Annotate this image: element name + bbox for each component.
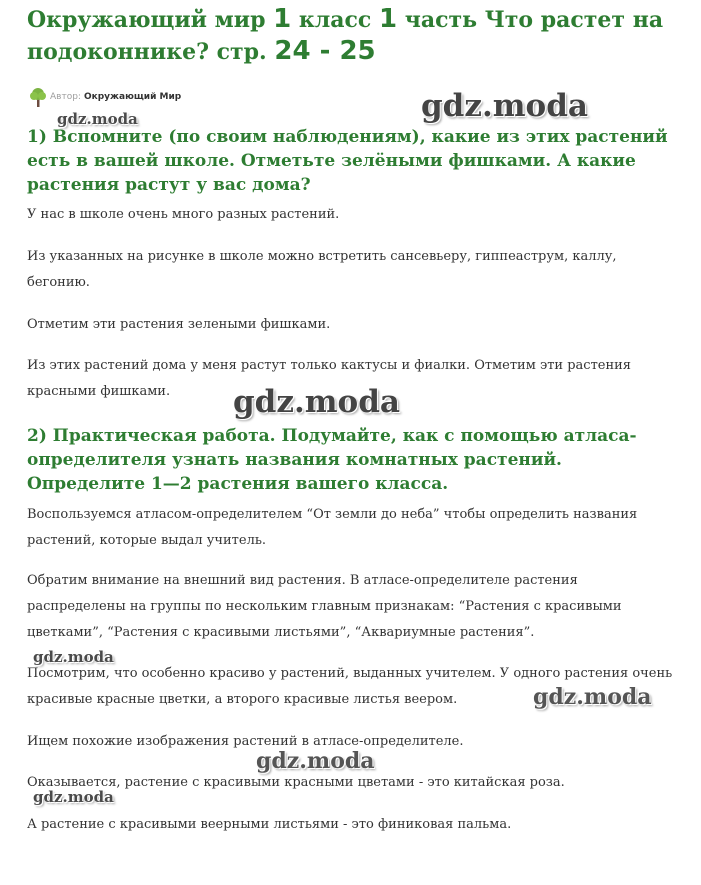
section-1-paragraph: Из этих растений дома у меня растут только кактусы и фиалки. Отметим эти растения красными фишками.: [27, 358, 631, 399]
section-1-heading: 1) Вспомните (по своим наблюдениям), какие из этих растений есть в вашей школе. Отметьте зелёными фишками. А какие растения растут у вас дома?: [27, 127, 668, 195]
title-pages: 24 - 25: [274, 36, 376, 66]
section-2-heading: 2) Практическая работа. Подумайте, как с помощью атласа-определителя узнать названия комнатных растений. Определите 1—2 растения вашего класса.: [27, 426, 637, 494]
title-part: 1: [378, 4, 398, 34]
watermark: gdz.moda: [421, 88, 588, 124]
author-prefix: Автор:: [50, 92, 81, 102]
watermark: gdz.moda: [33, 788, 114, 806]
page-title: [27, 4, 687, 68]
watermark: gdz.moda: [233, 384, 400, 420]
section-2-paragraph: Ищем похожие изображения растений в атласе-определителе.: [27, 734, 464, 749]
author-link[interactable]: Окружающий Мир: [83, 92, 182, 102]
watermark: gdz.moda: [57, 110, 138, 128]
section-2-paragraph: Посмотрим, что особенно красиво у растений, выданных учителем. У одного растения очень красивые красные цветки, а второго красивые листья веером.: [27, 666, 673, 707]
title-text: часть Что растет на подоконнике? стр.: [27, 7, 664, 65]
title-text: Окружающий мир: [27, 7, 274, 33]
section-2-paragraph: Оказывается, растение с красивыми красными цветами - это китайская роза.: [27, 775, 565, 790]
title-grade: 1: [273, 4, 292, 34]
watermark: gdz.moda: [256, 748, 375, 774]
section-1-paragraph: Отметим эти растения зелеными фишками.: [27, 317, 331, 332]
section-2-paragraph: А растение с красивыми веерными листьями - это финиковая пальма.: [27, 817, 512, 832]
author-line: [29, 87, 181, 107]
section-1-paragraph: У нас в школе очень много разных растений.: [27, 207, 340, 222]
watermark: gdz.moda: [33, 648, 114, 666]
watermark: gdz.moda: [533, 684, 652, 710]
section-2-paragraph: Воспользуемся атласом-определителем “От земли до неба” чтобы определить названия растений, которые выдал учитель.: [27, 507, 638, 548]
title-text: класс: [291, 7, 379, 33]
section-1-paragraph: Из указанных на рисунке в школе можно встретить сансевьеру, гиппеаструм, каллу, бегонию.: [27, 249, 617, 290]
section-2-paragraph: Обратим внимание на внешний вид растения. В атласе-определителе растения распределены на группы по нескольким главным признакам: “Растения с красивыми цветками”, “Растения с красивыми листьями”, “Аквариумные растения”.: [27, 573, 622, 640]
tree-icon: [29, 87, 47, 107]
